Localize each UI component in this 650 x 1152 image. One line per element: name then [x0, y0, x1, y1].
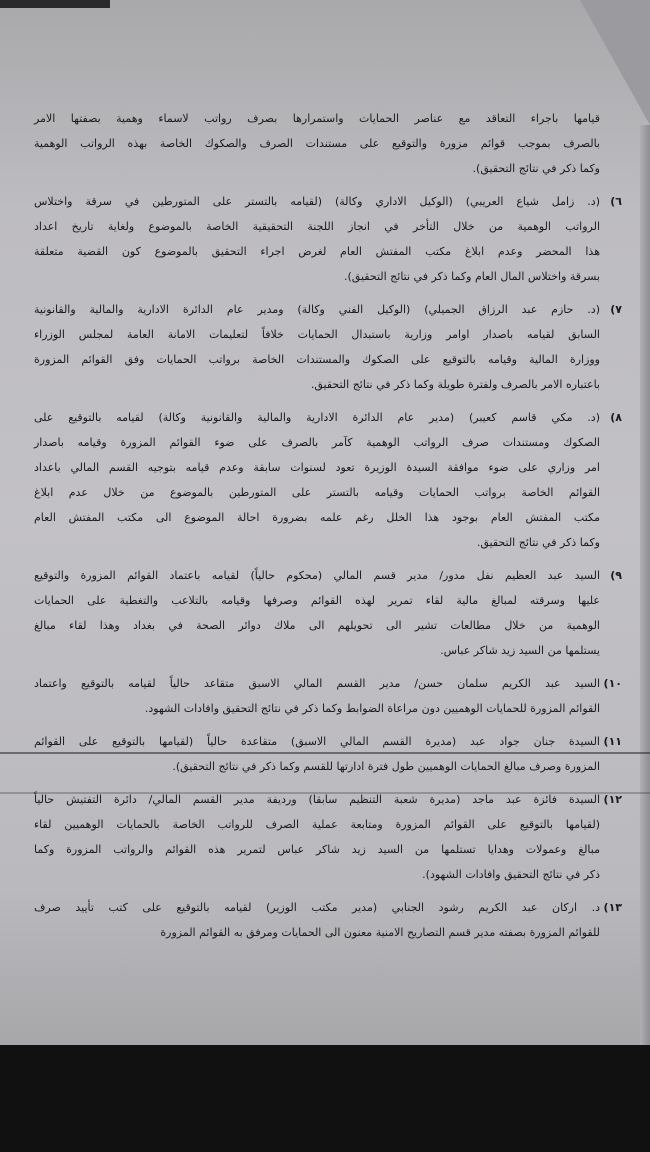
- paragraph-line: يستلمها من السيد زيد شاكر عباس.: [440, 644, 600, 657]
- paragraph-line: وكما ذكر في نتائج التحقيق).: [472, 162, 600, 175]
- paragraph: [34, 297, 622, 397]
- paragraph: [34, 189, 622, 289]
- paragraph-line: وكما ذكر في نتائج التحقيق.: [476, 536, 600, 549]
- document-body: [34, 106, 622, 953]
- paragraph-line: هذا المحضر وعدم ابلاغ مكتب المفتش العام لغرض اجراء التحقيق بالموضوع كون القضية متعلقة: [34, 245, 600, 258]
- paragraph-line: ذكر في نتائج التحقيق وافادات الشهود).: [422, 868, 600, 881]
- paragraph-line: باعتباره الامر بالصرف ولفترة طويلة وكما ذكر في نتائج التحقيق.: [310, 378, 600, 391]
- item-number: ١٢): [603, 793, 622, 806]
- paragraph-line: قيامها باجراء التعاقد مع عناصر الحمايات واستمرارها بصرف رواتب لاسماء وهمية بصفتها الامر: [34, 112, 600, 125]
- paragraph-line: السابق لقيامه باصدار اوامر وزارية باستبدال الحمايات خلافاً لتعليمات الامانة العامة لمجلس الوزراء: [34, 328, 600, 341]
- paragraph-line: (د. حازم عبد الرزاق الجميلي) (الوكيل الفني وكالة) ومدير عام الدائرة الادارية والمالية والقانونية: [34, 303, 600, 316]
- paragraph: [34, 895, 622, 945]
- paragraph-line: السيدة جنان جواد عبد (مديرة القسم المالي الاسبق) متقاعدة حالياً (لقيامها بالتوقيع على القوائم: [34, 735, 600, 748]
- item-number: ٨): [610, 411, 622, 424]
- paragraph: [34, 729, 622, 779]
- paragraph-line: الرواتب الوهمية من خلال التأخر في انجاز اللجنة التحقيقية الخاصة بالموضوع ولغاية تاريخ اعداد: [34, 220, 600, 233]
- paragraph-line: مبالغ وعمولات وهدايا تستلمها من السيد زيد شاكر عباس لتمرير هذه القوائم والرواتب المزورة وكما: [34, 843, 600, 856]
- paragraph-line: القوائم المزورة للحمايات الوهميين دون مراعاة الضوابط وكما ذكر في نتائج التحقيق وافادات الشهود.: [144, 702, 600, 715]
- paragraph-line: مكتب المفتش العام بوجود هذا الخلل رغم علمه بضرورة احالة الموضوع الى مكتب المفتش العام: [34, 511, 600, 524]
- paragraph-line: (د. زامل شياع العريبي) (الوكيل الاداري وكالة) (لقيامه بالتستر على المتورطين في سرقة واختلاس: [34, 195, 600, 208]
- paragraph-line: السيد عبد الكريم سلمان حسن/ مدير القسم المالي الاسبق متقاعد حالياً لقيامه بالتوقيع واعتماد: [34, 677, 600, 690]
- item-number: ١١): [603, 735, 622, 748]
- paragraph-line: بالصرف بموجب قوائم مزورة والتوقيع على مستندات الصرف والصكوك الخاصة بهذه الرواتب الوهمية: [34, 137, 600, 150]
- paragraph-line: السيد عبد العظيم نفل مدور/ مدير قسم المالي (محكوم حالياً) لقيامه باعتماد القوائم المزورة والتوقيع: [34, 569, 600, 582]
- paragraph: [34, 671, 622, 721]
- paragraph-line: السيدة فائزة عبد ماجد (مديرة شعبة التنظيم سابقا) ورديفة مدير القسم المالي/ دائرة التفتيش حالياً: [34, 793, 600, 806]
- photo-shadow: [0, 0, 110, 8]
- paragraph-line: القوائم الخاصة برواتب الحمايات وقيامه بالتستر على المتورطين بالموضوع من خلال عدم ابلاغ: [34, 486, 600, 499]
- paragraph-line: للقوائم المزورة بصفته مدير قسم التصاريح الامنية معنون الى الحمايات ومرفق به القوائم المزورة: [160, 926, 600, 939]
- paragraph: [34, 405, 622, 555]
- item-number: ١٠): [603, 677, 622, 690]
- item-number: ٧): [610, 303, 622, 316]
- paragraph-line: ووزارة المالية وقيامه بالتوقيع على الصكوك والمستندات الخاصة برواتب الحمايات وفق القوائم المزورة: [34, 353, 600, 366]
- item-number: ٩): [610, 569, 622, 582]
- paragraph-line: بسرقة واختلاس المال العام وكما ذكر في نتائج التحقيق).: [344, 270, 600, 283]
- photo-background: [0, 1045, 650, 1152]
- paragraph: [34, 563, 622, 663]
- item-number: ١٣): [603, 901, 622, 914]
- paragraph-line: د. اركان عبد الكريم رشود الجنابي (مدير مكتب الوزير) لقيامه بالتوقيع على كتب تأييد صرف: [34, 901, 600, 914]
- paragraph-line: الصكوك ومستندات صرف الرواتب الوهمية كآمر بالصرف على ضوء القوائم المزورة وقيامه باصدار: [34, 436, 600, 449]
- paragraph-line: (لقيامها بالتوقيع على القوائم المزورة ومتابعة عملية الصرف للرواتب الخاصة بالحمايات الوهميين لقاء: [34, 818, 600, 831]
- paragraph-line: عليها وسرقته لمبالغ مالية لقاء تمرير لهذه القوائم وصرفها وقيامه بالتلاعب والتغطية على الحمايات: [34, 594, 600, 607]
- paragraph-line: المزورة وصرف مبالغ الحمايات الوهميين طول فترة ادارتها للقسم وكما ذكر في نتائج التحقيق).: [172, 760, 600, 773]
- item-number: ٦): [610, 195, 622, 208]
- paragraph: [34, 787, 622, 887]
- page-edge: [640, 125, 650, 1045]
- paragraph-line: الوهمية من خلال مطالعات تشير الى تحويلهم الى ملاك دوائر الصحة في بغداد وهذا لقاء مبالغ: [34, 619, 600, 632]
- paragraph: [34, 106, 600, 181]
- paragraph-line: (د. مكي قاسم كعيبر) (مدير عام الدائرة الادارية والمالية والقانونية وكالة) لقيامه بالتوقيع على: [34, 411, 600, 424]
- paragraph-line: امر وزاري على ضوء موافقة السيدة الوزيرة تعود لسنوات سابقة وعدم قيامه بتوجيه القسم المالي باعداد: [34, 461, 600, 474]
